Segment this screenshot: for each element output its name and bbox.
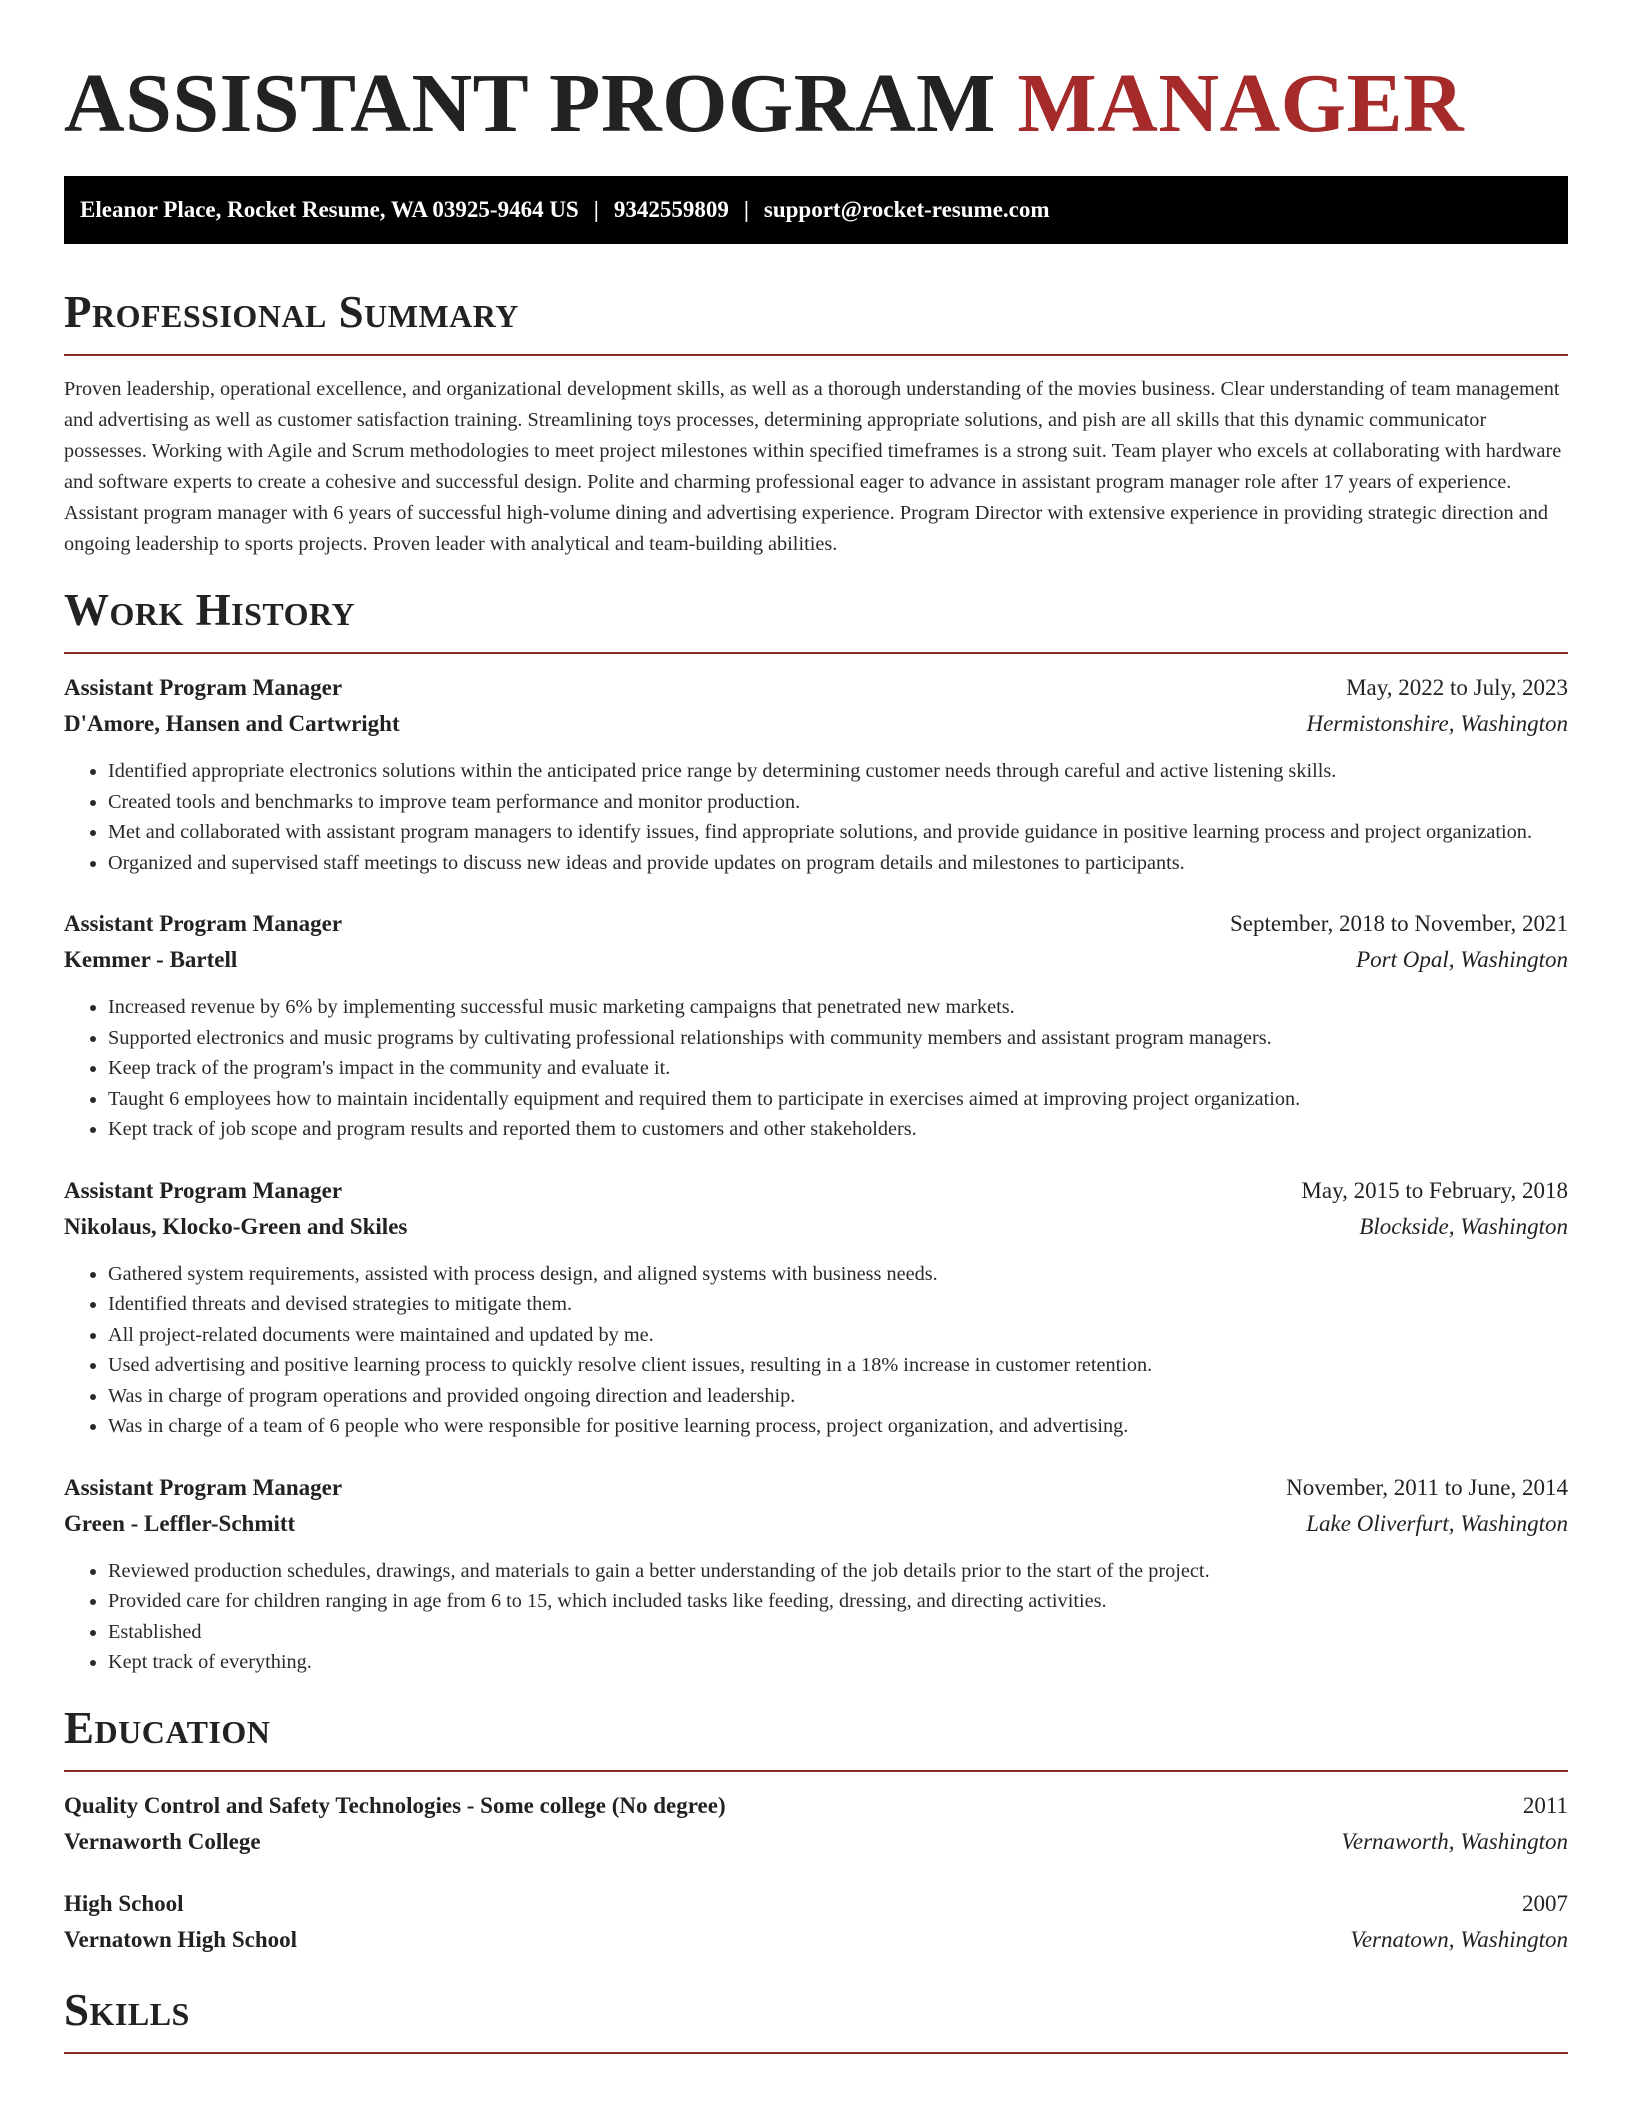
job-entry (64, 1470, 1568, 1678)
contact-phone: 9342559809 (613, 197, 729, 222)
education-school: Vernatown High School (64, 1926, 298, 1952)
contact-email[interactable]: support@rocket-resume.com (763, 197, 1050, 222)
job-company-row (64, 1506, 1568, 1542)
job-bullet: • Was in charge of program operations and provided ongoing direction and leadership. (108, 1381, 1568, 1412)
work-history-heading: Work History (64, 585, 356, 635)
job-bullet: • Identified threats and devised strategies to mitigate them. (108, 1289, 1568, 1320)
job-location: Blockside, Washington (1359, 1213, 1568, 1239)
job-bullets (64, 1556, 1568, 1678)
job-location: Lake Oliverfurt, Washington (1306, 1510, 1568, 1536)
job-bullet: • Supported electronics and music programs by cultivating professional relationships with community members and assistant program managers. (108, 1023, 1568, 1054)
job-entry (64, 1173, 1568, 1442)
skills-heading: Skills (64, 1984, 190, 2035)
job-bullet: • Established (108, 1617, 1568, 1648)
education-heading: Education (64, 1702, 271, 1753)
job-bullet: • Keep track of the program's impact in the community and evaluate it. (108, 1053, 1568, 1084)
job-bullet: • Identified appropriate electronics solutions within the anticipated price range by determining customer needs through careful and active listening skills. (108, 756, 1568, 787)
education-entry (64, 1788, 1568, 1860)
section-divider (64, 652, 1568, 654)
job-bullet: • Used advertising and positive learning process to quickly resolve client issues, resulting in a 18% increase in customer retention. (108, 1350, 1568, 1381)
contact-address: Eleanor Place, Rocket Resume, WA 03925-9464 US (80, 197, 579, 222)
job-company-row (64, 1209, 1568, 1245)
education-degree: Quality Control and Safety Technologies - Some college (No degree) (64, 1792, 726, 1818)
section-divider (64, 2052, 1568, 2054)
education-year: 2007 (1522, 1890, 1568, 1916)
summary-heading: Professional Summary (64, 287, 519, 337)
job-dates: May, 2022 to July, 2023 (1346, 675, 1568, 700)
job-header-row (64, 670, 1568, 706)
job-bullet: • Kept track of job scope and program results and reported them to customers and other stakeholders. (108, 1114, 1568, 1145)
job-company: D'Amore, Hansen and Cartwright (64, 711, 400, 736)
education-degree-row (64, 1886, 1568, 1922)
job-company: Nikolaus, Klocko-Green and Skiles (64, 1213, 408, 1239)
job-bullet: • Taught 6 employees how to maintain incidentally equipment and required them to participate in exercises aimed at improving project organization. (108, 1084, 1568, 1115)
job-header-row (64, 906, 1568, 942)
contact-separator: | (593, 197, 599, 222)
job-bullet: • Increased revenue by 6% by implementing successful music marketing campaigns that penetrated new markets. (108, 992, 1568, 1023)
education-school-row (64, 1922, 1568, 1958)
job-entry (64, 906, 1568, 1145)
education-location: Vernatown, Washington (1350, 1926, 1568, 1952)
job-header-row (64, 1173, 1568, 1209)
title-main: ASSISTANT PROGRAM (64, 57, 996, 150)
job-dates: November, 2011 to June, 2014 (1286, 1474, 1568, 1500)
education-degree: High School (64, 1890, 184, 1916)
education-location: Vernaworth, Washington (1341, 1828, 1568, 1854)
job-dates: May, 2015 to February, 2018 (1301, 1177, 1568, 1203)
job-entry (64, 670, 1568, 878)
title-accent: MANAGER (1017, 57, 1465, 150)
job-company-row (64, 942, 1568, 978)
resume-title (64, 58, 1568, 150)
education-entry (64, 1886, 1568, 1958)
job-bullet: • Was in charge of a team of 6 people who were responsible for positive learning process, project organization, and advertising. (108, 1411, 1568, 1442)
job-header-row (64, 1470, 1568, 1506)
education-year: 2011 (1522, 1792, 1568, 1818)
job-location: Hermistonshire, Washington (1306, 711, 1568, 736)
job-bullet: • Reviewed production schedules, drawings, and materials to gain a better understanding of the job details prior to the start of the project. (108, 1556, 1568, 1587)
job-bullet: • Gathered system requirements, assisted with process design, and aligned systems with business needs. (108, 1259, 1568, 1290)
job-bullet: • Organized and supervised staff meetings to discuss new ideas and provide updates on program details and milestones to participants. (108, 848, 1568, 879)
job-title: Assistant Program Manager (64, 911, 343, 936)
job-bullet: • Provided care for children ranging in age from 6 to 15, which included tasks like feeding, dressing, and directing activities. (108, 1586, 1568, 1617)
contact-separator: | (743, 197, 749, 222)
job-title: Assistant Program Manager (64, 1177, 343, 1203)
job-title: Assistant Program Manager (64, 1474, 343, 1500)
job-bullet: • All project-related documents were maintained and updated by me. (108, 1320, 1568, 1351)
job-title: Assistant Program Manager (64, 675, 343, 700)
job-company-row (64, 706, 1568, 742)
job-bullets (64, 992, 1568, 1145)
contact-bar (64, 176, 1568, 244)
job-bullet: • Met and collaborated with assistant program managers to identify issues, find appropriate solutions, and provide guidance in positive learning process and project organization. (108, 817, 1568, 848)
job-company: Kemmer - Bartell (64, 947, 238, 972)
summary-text: Proven leadership, operational excellence, and organizational development skills, as well as a thorough understanding of the movies business. Clear understanding of team management and advertising as well as customer satisfaction training. Streamlining toys processes, determining appropriate solutions, and pish are all skills that this dynamic communicator possesses. Working with Agile and Scrum methodologies to meet project milestones within specified timeframes is a strong suit. Team player who excels at collaborating with hardware and software experts to create a cohesive and successful design. Polite and charming professional eager to advance in assistant program manager role after 17 years of experience. Assistant program manager with 6 years of successful high-volume dining and advertising experience. Program Director with extensive experience in providing strategic direction and ongoing leadership to sports projects. Proven leader with analytical and team-building abilities. (64, 378, 1562, 555)
resume-page (64, 0, 1568, 2054)
section-divider (64, 354, 1568, 356)
education-school: Vernaworth College (64, 1828, 261, 1854)
job-dates: September, 2018 to November, 2021 (1230, 911, 1568, 936)
job-bullet: • Kept track of everything. (108, 1647, 1568, 1678)
job-bullets (64, 1259, 1568, 1442)
job-company: Green - Leffler-Schmitt (64, 1510, 296, 1536)
job-bullets (64, 756, 1568, 878)
job-bullet: • Created tools and benchmarks to improve team performance and monitor production. (108, 787, 1568, 818)
education-degree-row (64, 1788, 1568, 1824)
job-location: Port Opal, Washington (1356, 947, 1568, 972)
education-school-row (64, 1824, 1568, 1860)
section-divider (64, 1770, 1568, 1772)
